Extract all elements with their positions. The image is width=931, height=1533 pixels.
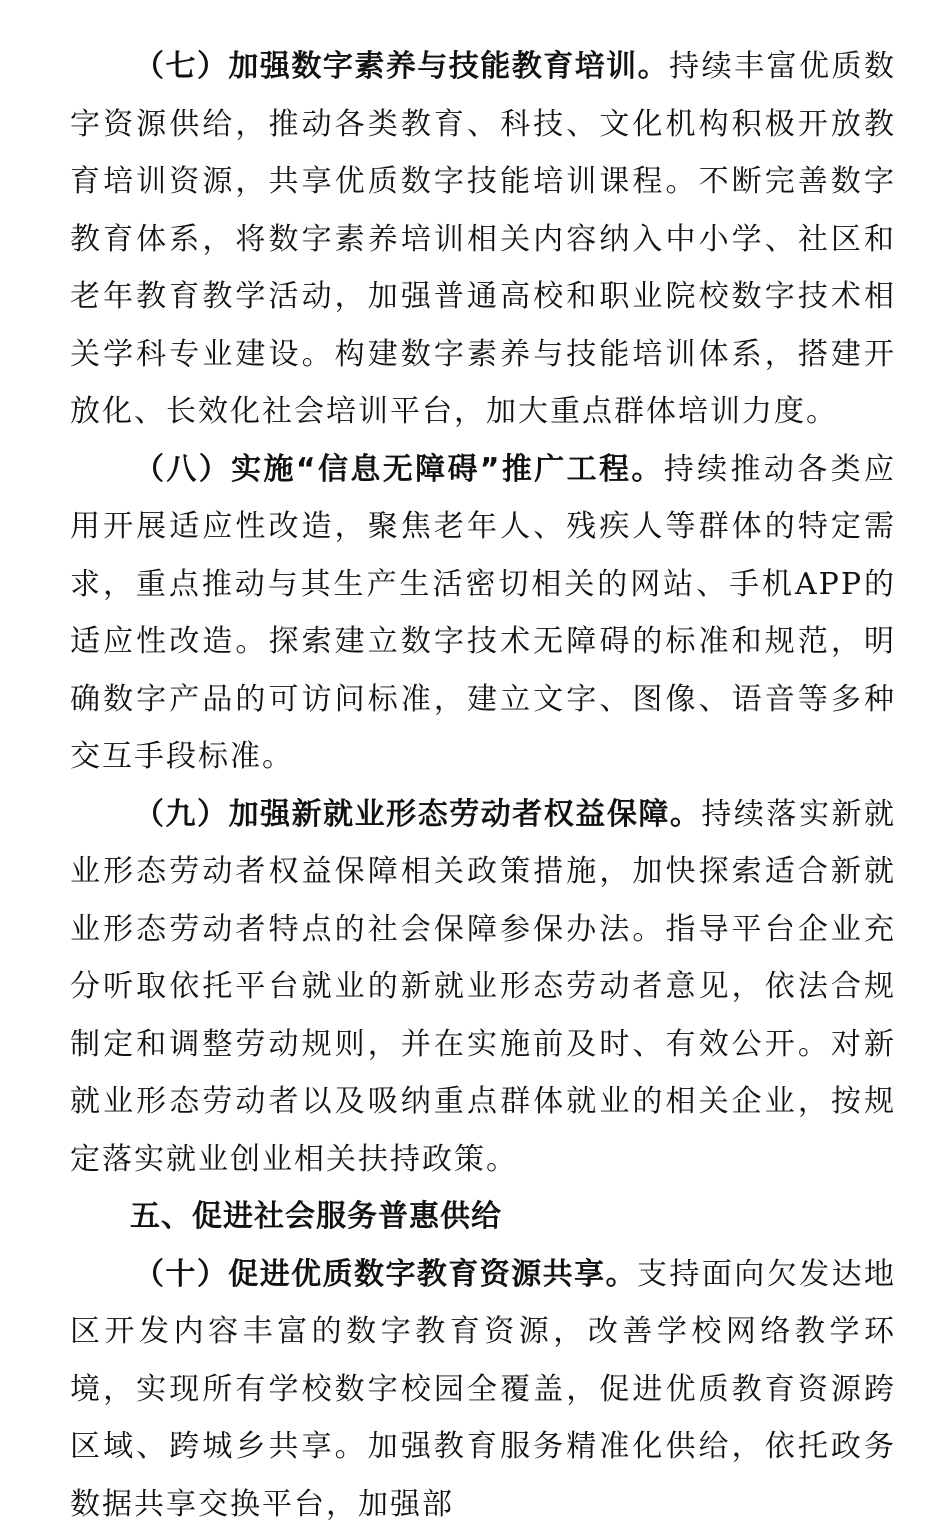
- paragraph-7-heading: （七）加强数字素养与技能教育培训。: [134, 49, 669, 84]
- section-heading: 五、促进社会服务普惠供给: [70, 1188, 896, 1246]
- paragraph-8: [70, 441, 896, 786]
- paragraph-9-body: 持续落实新就业形态劳动者权益保障相关政策措施，加快探索适合新就业形态劳动者特点的社会保障参保办法。指导平台企业充分听取依托平台就业的新就业形态劳动者意见，依法合规制定和调整劳动规则，并在实施前及时、有效公开。对新就业形态劳动者以及吸纳重点群体就业的相关企业，按规定落实就业创业相关扶持政策。: [70, 797, 896, 1177]
- paragraph-9-heading: （九）加强新就业形态劳动者权益保障。: [134, 797, 701, 832]
- paragraph-8-body: 持续推动各类应用开展适应性改造，聚焦老年人、残疾人等群体的特定需求，重点推动与其生产生活密切相关的网站、手机APP的适应性改造。探索建立数字技术无障碍的标准和规范，明确数字产品的可访问标准，建立文字、图像、语音等多种交互手段标准。: [70, 452, 896, 775]
- paragraph-10-body: 支持面向欠发达地区开发内容丰富的数字教育资源，改善学校网络教学环境，实现所有学校数字校园全覆盖，促进优质教育资源跨区域、跨城乡共享。加强教育服务精准化供给，依托政务数据共享交换平台，加强部: [70, 1257, 896, 1522]
- document-content: [70, 38, 896, 1533]
- paragraph-10: [70, 1246, 896, 1533]
- paragraph-7-body: 持续丰富优质数字资源供给，推动各类教育、科技、文化机构积极开放教育培训资源，共享优质数字技能培训课程。不断完善数字教育体系，将数字素养培训相关内容纳入中小学、社区和老年教育教学活动，加强普通高校和职业院校数字技术相关学科专业建设。构建数字素养与技能培训体系，搭建开放化、长效化社会培训平台，加大重点群体培训力度。: [70, 49, 896, 429]
- paragraph-10-heading: （十）促进优质数字教育资源共享。: [134, 1257, 637, 1292]
- paragraph-8-heading: （八）实施“信息无障碍”推广工程。: [134, 452, 664, 487]
- paragraph-9: [70, 786, 896, 1189]
- paragraph-7: [70, 38, 896, 441]
